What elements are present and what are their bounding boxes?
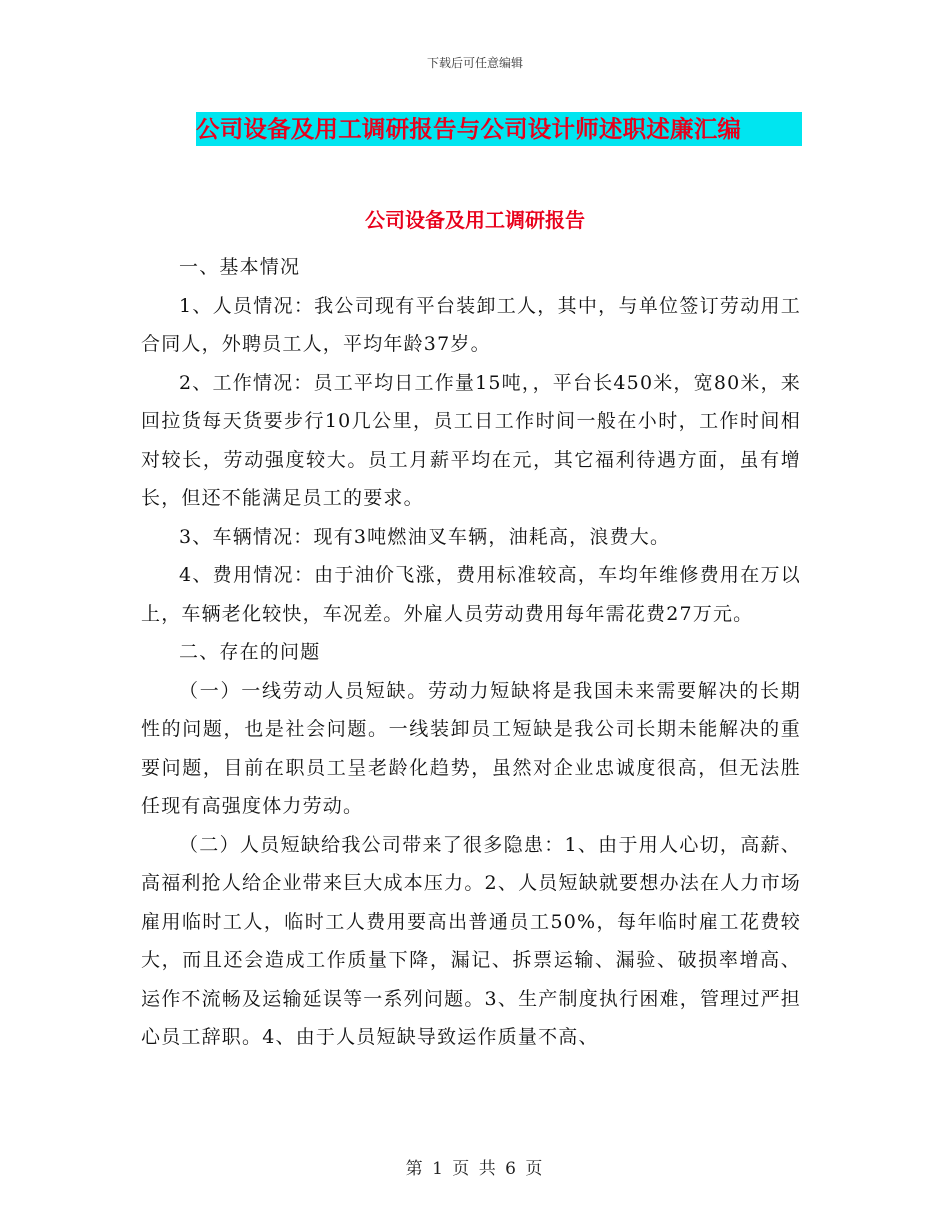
paragraph-work: 2、工作情况：员工平均日工作量15吨，，平台长450米，宽80米，来回拉货每天货要步行10几公里，员工日工作时间一般在小时，工作时间相对较长，劳动强度较大。员工月薪平均在元，其它福利待遇方面，虽有增长，但还不能满足员工的要求。 <box>141 371 802 509</box>
paragraph-costs: 4、费用情况：由于油价飞涨，费用标准较高，车均年维修费用在万以上，车辆老化较快，车况差。外雇人员劳动费用每年需花费27万元。 <box>141 564 801 625</box>
paragraph-labor-shortage: （一）一线劳动人员短缺。劳动力短缺将是我国未来需要解决的长期性的问题，也是社会问题。一线装卸员工短缺是我公司长期未能解决的重要问题，目前在职员工呈老龄化趋势，虽然对企业忠诚度很高，但无法胜任现有高强度体力劳动。 <box>141 679 801 817</box>
section-title: 公司设备及用工调研报告 <box>365 208 585 232</box>
paragraph-hidden-risks: （二）人员短缺给我公司带来了很多隐患：1、由于用人心切，高薪、高福利抢人给企业带来巨大成本压力。2、人员短缺就要想办法在人力市场雇用临时工人，临时工人费用要高出普通员工50%，每年临时雇工花费较大，而且还会造成工作质量下降，漏记、拆票运输、漏验、破损率增高、运作不流畅及运输延误等一系列问题。3、生产制度执行困难，管理过严担心员工辞职。4、由于人员短缺导致运作质量不高、 <box>141 833 801 1048</box>
main-title-highlight <box>196 112 802 146</box>
paragraph-personnel: 1、人员情况：我公司现有平台装卸工人，其中，与单位签订劳动用工合同人，外聘员工人，平均年龄37岁。 <box>141 294 801 355</box>
page-footer: 第 1 页 共 6 页 <box>405 1159 545 1179</box>
paragraph-vehicles: 3、车辆情况：现有3吨燃油叉车辆，油耗高，浪费大。 <box>179 525 671 548</box>
paragraph-basic-situation: 一、基本情况 <box>179 256 301 278</box>
document-body <box>141 248 801 1057</box>
paragraph-problems-heading: 二、存在的问题 <box>179 641 321 663</box>
main-title: 公司设备及用工调研报告与公司设计师述职述廉汇编 <box>196 115 742 143</box>
header-note: 下载后可任意编辑 <box>426 56 523 70</box>
